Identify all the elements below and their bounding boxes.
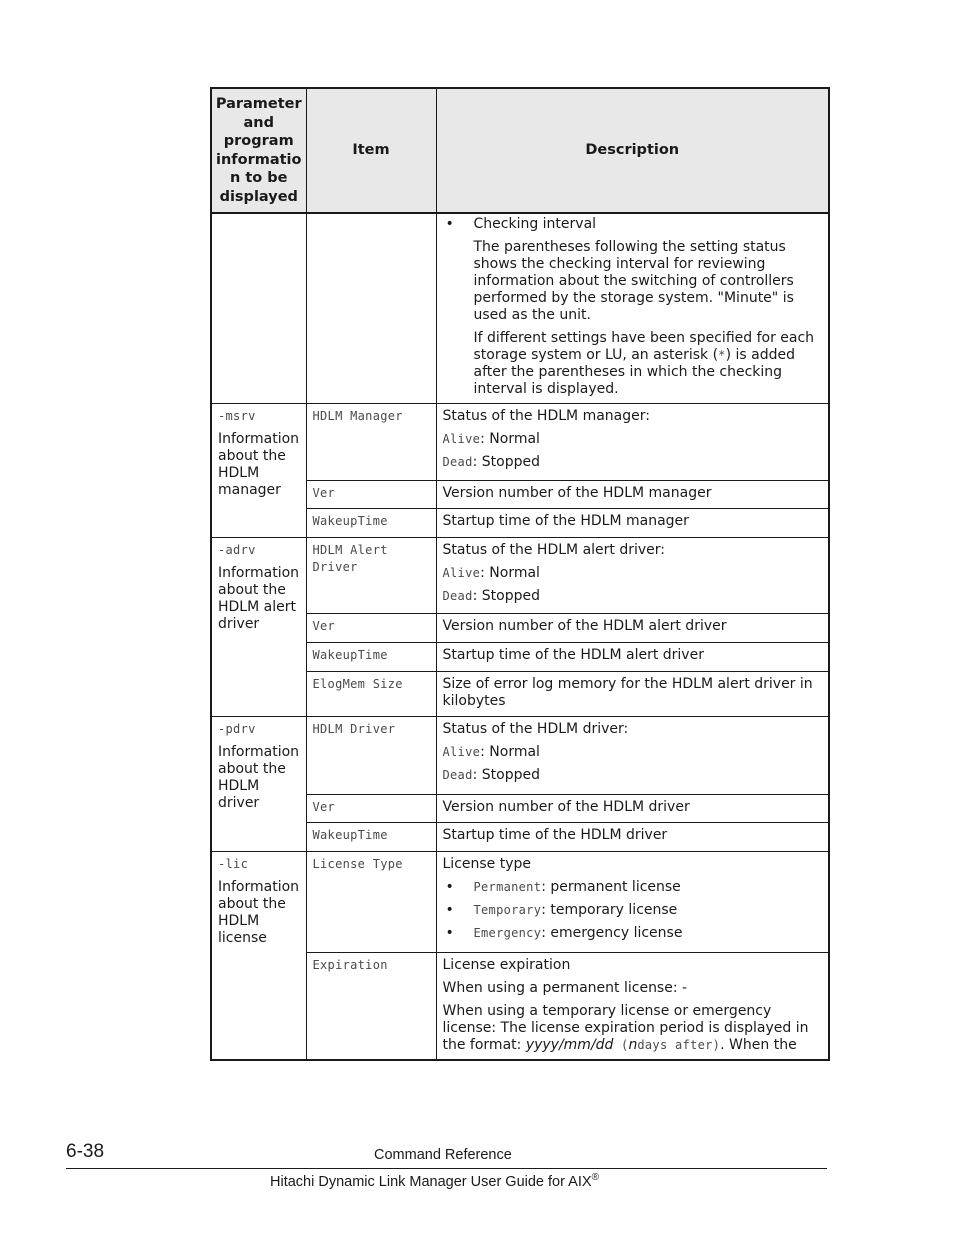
asterisk-code: *	[718, 348, 726, 362]
table-row	[211, 213, 829, 404]
item-cell: Expiration	[306, 953, 436, 1061]
parameter-table	[210, 87, 830, 1061]
item-cell: HDLM Manager	[306, 404, 436, 481]
description-cell: Version number of the HDLM manager	[436, 481, 829, 509]
table-row	[211, 852, 829, 953]
header-parameter: Parameter and program informatio n to be displayed	[211, 88, 306, 213]
description-cell: Size of error log memory for the HDLM alert driver in kilobytes	[436, 672, 829, 717]
table-row	[211, 717, 829, 795]
param-lic	[211, 852, 306, 1061]
item-cell: ElogMem Size	[306, 672, 436, 717]
item-cell: WakeupTime	[306, 643, 436, 672]
footer-divider	[66, 1168, 827, 1169]
item-cell: WakeupTime	[306, 823, 436, 852]
item-cell: License Type	[306, 852, 436, 953]
continuation-description	[436, 213, 829, 404]
registered-mark: ®	[591, 1172, 599, 1183]
bullet-checking-interval: • Checking interval	[443, 216, 824, 233]
page-number: 6-38	[66, 1141, 105, 1162]
item-cell: Ver	[306, 795, 436, 823]
param-info: Information about the HDLM driver	[218, 744, 300, 811]
checking-interval-paragraph: The parentheses following the setting status shows the checking interval for reviewing information about the switching of controllers performed by the storage system. "Minute" is used as the unit.	[473, 239, 794, 323]
asterisk-paragraph: If different settings have been specified for each storage system or LU, an asterisk (*) is added after the parentheses in which the checking interval is displayed.	[473, 330, 815, 397]
header-description: Description	[436, 88, 829, 213]
param-code: -msrv	[218, 409, 256, 423]
description-cell: Startup time of the HDLM manager	[436, 509, 829, 538]
chapter-title: Command Reference	[374, 1147, 512, 1163]
param-info: Information about the HDLM manager	[218, 431, 300, 498]
item-cell: HDLM Alert Driver	[306, 538, 436, 614]
item-cell: WakeupTime	[306, 509, 436, 538]
empty-param-cell	[211, 213, 306, 404]
description-cell: License type • Permanent: permanent license • Temporary: temporary license • Emergency: emergency license	[436, 852, 829, 953]
param-adrv	[211, 538, 306, 717]
param-code: -lic	[218, 857, 249, 871]
item-cell: Ver	[306, 481, 436, 509]
description-cell: Version number of the HDLM alert driver	[436, 614, 829, 643]
header-item: Item	[306, 88, 436, 213]
param-msrv	[211, 404, 306, 538]
param-code: -pdrv	[218, 722, 256, 736]
table-row	[211, 404, 829, 481]
description-cell: Status of the HDLM manager: Alive: Normal Dead: Stopped	[436, 404, 829, 481]
item-cell: HDLM Driver	[306, 717, 436, 795]
book-title: Hitachi Dynamic Link Manager User Guide for AIX®	[270, 1172, 599, 1190]
description-cell: Status of the HDLM alert driver: Alive: Normal Dead: Stopped	[436, 538, 829, 614]
empty-item-cell	[306, 213, 436, 404]
description-cell: Version number of the HDLM driver	[436, 795, 829, 823]
description-cell: License expiration When using a permanent license: - When using a temporary license or emergency license: The license expiration period is displayed in the format: yyyy/mm/dd (ndays after). When the	[436, 953, 829, 1061]
param-info: Information about the HDLM alert driver	[218, 565, 300, 632]
description-cell: Startup time of the HDLM driver	[436, 823, 829, 852]
description-cell: Startup time of the HDLM alert driver	[436, 643, 829, 672]
table-row	[211, 538, 829, 614]
param-pdrv	[211, 717, 306, 852]
table-header	[211, 88, 829, 213]
description-cell: Status of the HDLM driver: Alive: Normal Dead: Stopped	[436, 717, 829, 795]
param-code: -adrv	[218, 543, 256, 557]
item-cell: Ver	[306, 614, 436, 643]
param-info: Information about the HDLM license	[218, 879, 300, 946]
